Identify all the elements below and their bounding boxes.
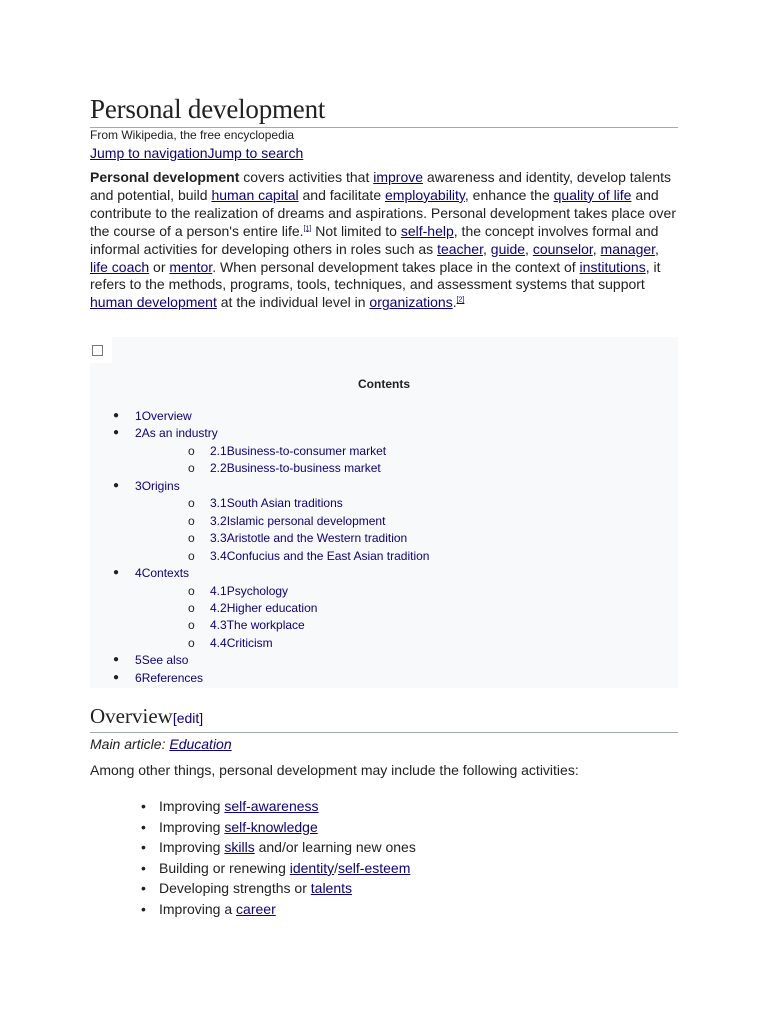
toc-number: 5 (135, 653, 142, 668)
toc-number: 3.4 (210, 548, 227, 563)
reference-2-link[interactable]: [2] (456, 296, 465, 304)
toc-number: 2 (135, 426, 142, 441)
jump-links (90, 145, 303, 161)
toc-item-2[interactable] (113, 426, 218, 441)
toc-number: 1 (135, 409, 142, 423)
toc-bullet: o (188, 443, 195, 458)
lead-text: . (452, 294, 457, 311)
toc-item-3[interactable] (113, 478, 180, 493)
activity-link[interactable]: skills (224, 839, 255, 856)
toc-text: Aristotle and the Western tradition (226, 531, 408, 546)
toc-bullet: o (188, 531, 195, 546)
lead-bold-term: Personal development (90, 169, 240, 185)
toc-item-3-3[interactable] (188, 531, 408, 546)
table-of-contents (90, 337, 678, 688)
lead-text: covers activities that (239, 169, 374, 185)
activity-item (159, 880, 352, 896)
toc-item-3-4[interactable] (188, 548, 430, 563)
activity-text: Improving (159, 818, 225, 835)
toc-number: 3.3 (210, 531, 227, 546)
lead-text: Not limited to (311, 222, 401, 239)
toc-text: Criticism (226, 635, 273, 650)
toc-text: Psychology (226, 583, 289, 598)
toc-item-4-3[interactable] (188, 618, 305, 633)
tagline: From Wikipedia, the free encyclopedia (90, 128, 295, 142)
toc-item-4[interactable] (113, 566, 190, 581)
toc-item-6[interactable] (113, 670, 204, 685)
link-manager[interactable]: manager (600, 240, 656, 257)
activity-text: Developing strengths or (159, 880, 311, 897)
activity-link[interactable]: self-esteem (338, 859, 411, 876)
toc-number: 4 (135, 566, 142, 581)
toc-bullet: ● (113, 479, 120, 491)
toc-text: Islamic personal development (226, 513, 386, 528)
toc-bullet: o (188, 461, 195, 476)
toc-text: Overview (141, 409, 192, 423)
activity-item (159, 819, 318, 835)
toc-title: Contents (358, 377, 410, 391)
toc-text: Business-to-business market (226, 461, 381, 476)
toc-number: 3.1 (210, 496, 227, 511)
lead-text: , enhance the (464, 186, 554, 203)
toc-text: Business-to-consumer market (226, 443, 387, 458)
activity-text: and/or learning new ones (254, 839, 416, 856)
activity-item (159, 798, 319, 814)
toc-text: Confucius and the East Asian tradition (226, 548, 430, 563)
toc-item-4-1[interactable] (188, 583, 289, 598)
lead-text: . When personal development takes place in the context of (212, 258, 580, 275)
link-self-help[interactable]: self-help (400, 222, 454, 239)
toc-text: The workplace (226, 618, 305, 633)
activity-text: Improving (159, 839, 225, 856)
jump-to-navigation-link[interactable]: Jump to navigation (90, 145, 208, 161)
lead-text: , (483, 240, 491, 257)
link-employability[interactable]: employability (385, 186, 465, 203)
link-life-coach[interactable]: life coach (90, 258, 150, 275)
toc-bullet: o (188, 635, 195, 650)
toc-toggle-checkbox[interactable] (92, 345, 103, 356)
lead-text: or (149, 258, 170, 275)
toc-bullet: ● (113, 410, 120, 421)
lead-paragraph (90, 169, 678, 312)
toc-bullet: o (188, 548, 195, 563)
activity-link[interactable]: self-awareness (224, 798, 319, 814)
lead-text: , (655, 240, 659, 257)
activity-item (159, 860, 410, 876)
toc-number: 3.2 (210, 513, 227, 528)
hatnote-label: Main article: (90, 736, 170, 752)
toc-bullet: o (188, 618, 195, 633)
toc-item-4-2[interactable] (188, 600, 318, 615)
activity-link[interactable]: career (236, 901, 276, 917)
toc-text: South Asian traditions (226, 496, 343, 511)
jump-to-search-link[interactable]: Jump to search (207, 145, 304, 161)
toc-text: References (141, 670, 204, 685)
toc-bullet: o (188, 583, 195, 598)
toc-bullet: ● (113, 567, 120, 579)
toc-item-3-2[interactable] (188, 513, 386, 528)
section-heading-text: Overview (90, 704, 173, 728)
activity-item (159, 901, 276, 917)
activity-text: / (334, 859, 338, 876)
lead-text: at the individual level in (216, 294, 370, 311)
link-mentor[interactable]: mentor (169, 258, 213, 275)
lead-text: , it refers to the methods, programs, tools, techniques, and assessment systems that support (90, 258, 661, 293)
toc-text: Contexts (141, 566, 190, 581)
link-improve[interactable]: improve (373, 169, 424, 185)
lead-text: , the concept involves formal and informal activities for developing others in roles such as (90, 222, 659, 257)
toc-number: 4.3 (210, 618, 227, 633)
activity-link[interactable]: talents (310, 880, 353, 897)
link-human-development[interactable]: human development (90, 294, 217, 311)
lead-text: , (525, 240, 533, 257)
activity-text: Improving a (159, 901, 237, 917)
toc-bullet: ● (113, 427, 120, 439)
reference-2[interactable] (457, 297, 465, 304)
link-quality-of-life[interactable]: quality of life (553, 186, 632, 203)
main-article-link[interactable]: Education (169, 736, 232, 752)
link-institutions[interactable]: institutions (579, 258, 646, 275)
link-counselor[interactable]: counselor (532, 240, 593, 257)
toc-item-2-1[interactable] (188, 443, 387, 458)
activity-text: Building or renewing (159, 859, 290, 876)
toc-text: See also (141, 653, 189, 668)
toc-number: 3 (135, 478, 142, 493)
toc-item-1[interactable] (113, 409, 192, 423)
activity-text: Improving (159, 798, 225, 814)
toc-text: Higher education (226, 600, 318, 615)
lead-text: and contribute to the realization of dreams and aspirations. Personal development takes place over the course of a person's entire life. (90, 186, 677, 239)
activity-item (159, 839, 416, 855)
toc-bullet: o (188, 496, 195, 511)
toc-number: 6 (135, 670, 142, 685)
toc-bullet: ● (113, 671, 120, 683)
link-teacher[interactable]: teacher (437, 240, 483, 257)
toc-text: Origins (141, 478, 180, 493)
link-human-capital[interactable]: human capital (211, 186, 299, 203)
toc-bullet: o (188, 513, 195, 528)
lead-text: awareness and identity, develop talents and potential, build (90, 169, 672, 203)
activity-link[interactable]: identity (289, 859, 335, 876)
link-guide[interactable]: guide (490, 240, 526, 257)
page-title: Personal development (90, 92, 678, 128)
toc-number: 2.2 (210, 461, 227, 476)
section-heading-overview (90, 703, 678, 733)
toc-number: 2.1 (210, 443, 227, 458)
toc-number: 4.4 (210, 635, 227, 650)
lead-text: , (592, 240, 601, 257)
lead-text: and facilitate (298, 186, 385, 203)
toc-number: 4.1 (210, 583, 227, 598)
toc-item-3-1[interactable] (188, 496, 343, 511)
toc-bullet: ● (113, 654, 120, 666)
toc-item-5[interactable] (113, 653, 189, 668)
link-organizations[interactable]: organizations (369, 294, 453, 311)
toc-text: As an industry (141, 426, 218, 441)
activity-link[interactable]: self-knowledge (224, 818, 318, 835)
reference-1-link[interactable]: [1] (303, 225, 312, 233)
toc-item-2-2[interactable] (188, 461, 381, 476)
toc-number: 4.2 (210, 600, 227, 615)
edit-section-link[interactable]: [edit] (172, 710, 204, 726)
toc-item-4-4[interactable] (188, 635, 273, 650)
toc-bullet: o (188, 600, 195, 615)
overview-intro: Among other things, personal development may include the following activities: (90, 762, 579, 778)
main-article-hatnote (90, 736, 232, 752)
